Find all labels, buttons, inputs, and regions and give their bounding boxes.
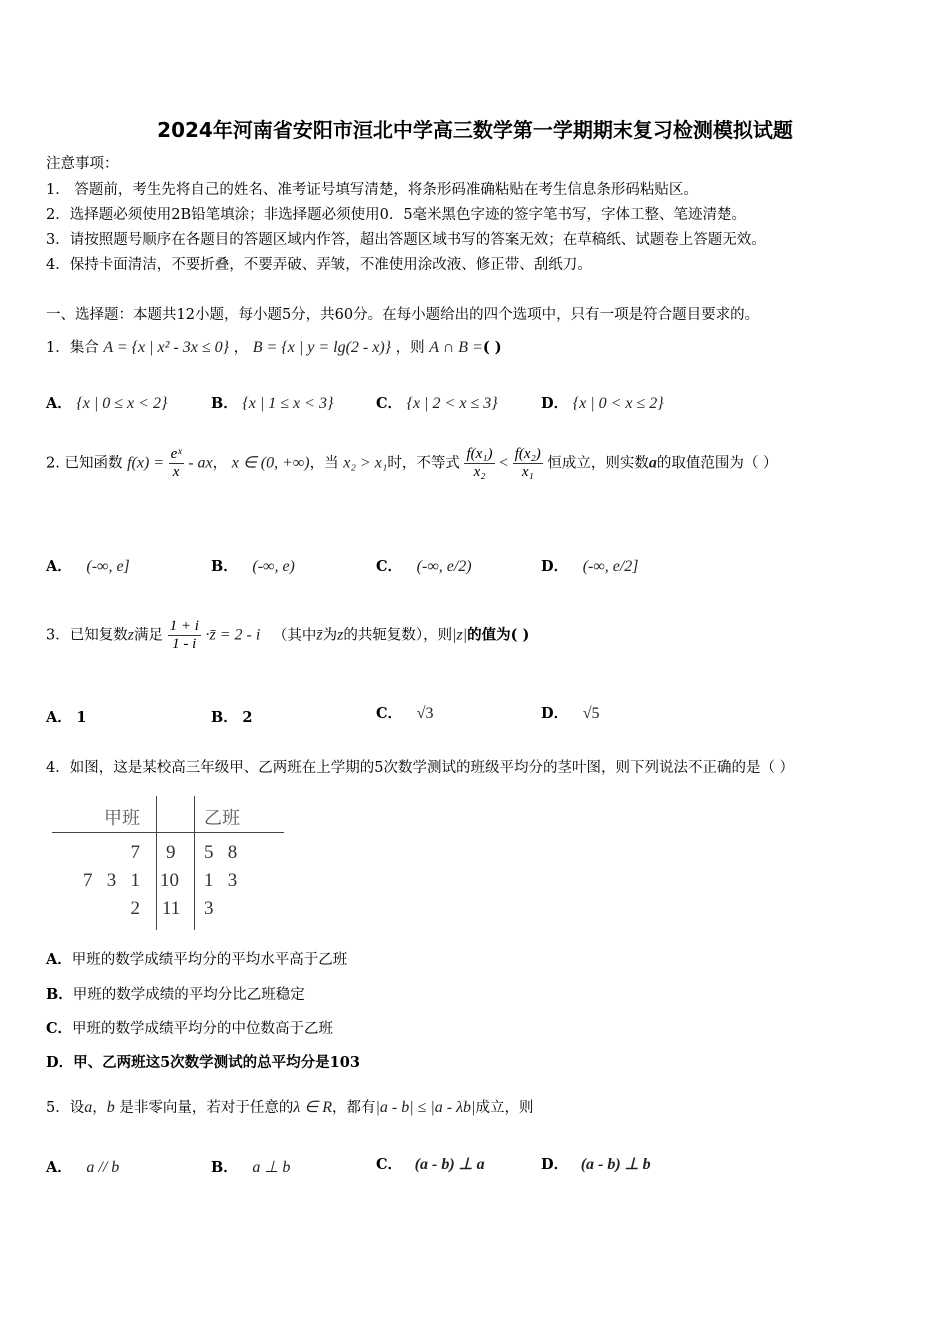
question-4: 4．如图，这是某校高三年级甲、乙两班在上学期的5次数学测试的班级平均分的茎叶图，则下列说法不正确的是（ ） xyxy=(46,760,795,776)
question-1 xyxy=(46,336,502,357)
q3-option-d[interactable]: D． √5 xyxy=(541,705,600,722)
q5-option-b[interactable]: B． a ⊥ b xyxy=(211,1159,291,1176)
q3-option-a[interactable]: A． 1 xyxy=(46,709,87,726)
q1-set-b: B = {x | y = lg(2 - x)} xyxy=(252,339,392,356)
q1-option-c[interactable]: C． {x | 2 < x ≤ 3} xyxy=(376,395,498,412)
leaf-right: 1 3 xyxy=(204,870,238,891)
q5-option-d[interactable]: D． (a - b) ⊥ b xyxy=(541,1156,651,1173)
stem-leaf-head-left: 甲班 xyxy=(104,808,140,829)
q2-option-b[interactable]: B． (-∞, e) xyxy=(211,558,295,575)
q4-option-d[interactable]: D．甲、乙两班这5次数学测试的总平均分是103 xyxy=(46,1054,360,1071)
stem: 10 xyxy=(160,870,179,891)
q3-option-c[interactable]: C． √3 xyxy=(376,705,434,722)
question-5: 5．设a，b 是非零向量，若对于任意的λ ∈ R，都有|a - b| ≤ |a - λb|成立，则 xyxy=(46,1099,534,1116)
q4-option-a[interactable]: A．甲班的数学成绩平均分的平均水平高于乙班 xyxy=(46,951,348,968)
table-divider xyxy=(194,796,195,930)
q2-option-d[interactable]: D． (-∞, e/2] xyxy=(541,558,639,575)
q2-option-c[interactable]: C． (-∞, e/2) xyxy=(376,558,472,575)
q1-option-b[interactable]: B． {x | 1 ≤ x < 3} xyxy=(211,395,334,412)
q3-fraction: $\frac{1 + i}{1 - i}$ xyxy=(169,618,199,652)
q2-fraction-left: $\frac{\text{f(x₁)}}{\text{x₂}}$ xyxy=(466,446,493,480)
leaf-right: 5 8 xyxy=(204,842,238,863)
stem-leaf-head-right: 乙班 xyxy=(204,808,240,829)
notice-item: 4．保持卡面清洁，不要折叠，不要弄破、弄皱，不准使用涂改液、修正带、刮纸刀。 xyxy=(46,257,592,273)
q1-comma: ， xyxy=(233,340,249,356)
stem: 9 xyxy=(166,842,176,863)
q2-prefix: 2. 已知函数 xyxy=(46,455,123,472)
q1-post: ，则 xyxy=(395,340,425,356)
q1-option-d[interactable]: D． {x | 0 < x ≤ 2} xyxy=(541,395,664,412)
leaf-left: 7 3 1 xyxy=(83,870,140,891)
page-title: 2024年河南省安阳市洹北中学高三数学第一学期期末复习检测模拟试题 xyxy=(157,118,793,142)
notice-item: 1． 答题前，考生先将自己的姓名、准考证号填写清楚，将条形码准确粘贴在考生信息条形码粘贴区。 xyxy=(46,182,698,198)
q2-option-a[interactable]: A． (-∞, e] xyxy=(46,558,130,575)
leaf-right: 3 xyxy=(204,898,214,919)
section-heading: 一、选择题：本题共12小题，每小题5分，共60分。在每小题给出的四个选项中，只有一项是符合题目要求的。 xyxy=(46,307,760,323)
q5-option-a[interactable]: A． a // b xyxy=(46,1159,120,1176)
q1-set-a: A = {x | x² - 3x ≤ 0} xyxy=(103,339,230,356)
q5-option-c[interactable]: C． (a - b) ⊥ a xyxy=(376,1156,485,1173)
q1-option-a[interactable]: A． {x | 0 ≤ x < 2} xyxy=(46,395,168,412)
q4-option-b[interactable]: B．甲班的数学成绩的平均分比乙班稳定 xyxy=(46,986,305,1003)
question-3: 3．已知复数z满足 $\frac{1 + i}{1 - i}$ ·z̄ = 2 - i （其中z̄为z的共轭复数），则|z|的值为( ) xyxy=(46,618,530,652)
q2-fraction: $\frac{\text{eˣ}}{x}$ xyxy=(170,446,182,480)
q4-option-c[interactable]: C．甲班的数学成绩平均分的中位数高于乙班 xyxy=(46,1020,334,1037)
stem-leaf-table xyxy=(52,796,284,930)
notice-heading: 注意事项： xyxy=(46,156,119,172)
table-divider xyxy=(52,832,284,833)
leaf-left: 2 xyxy=(130,898,140,919)
q1-prefix: 1．集合 xyxy=(46,340,99,356)
q3-option-b[interactable]: B． 2 xyxy=(211,709,253,726)
notice-item: 3．请按照题号顺序在各题目的答题区域内作答，超出答题区域书写的答案无效；在草稿纸、试题卷上答题无效。 xyxy=(46,232,766,248)
question-2: 2. 已知函数 f(x) = $\frac{\text{eˣ}}{x}$ - ax， x ∈ (0, +∞)，当 x₂ > x₁时，不等式 $\frac{\text{f(x₁)}}{\text{x₂}}$ < $\frac{\text{f(x₂)}}{\text{x₁}}$ 恒成立，则实数a的取值范围为（ ） xyxy=(46,446,778,480)
q2-fraction-right: $\frac{\text{f(x₂)}}{\text{x₁}}$ xyxy=(514,446,541,480)
notice-item: 2．选择题必须使用2B铅笔填涂；非选择题必须使用0．5毫米黑色字迹的签字笔书写，字体工整、笔迹清楚。 xyxy=(46,207,747,223)
table-divider xyxy=(156,796,157,930)
q1-paren: ( ) xyxy=(482,339,502,356)
leaf-left: 7 xyxy=(130,842,140,863)
stem: 11 xyxy=(162,898,181,919)
q1-expr: A ∩ B = xyxy=(429,339,483,356)
